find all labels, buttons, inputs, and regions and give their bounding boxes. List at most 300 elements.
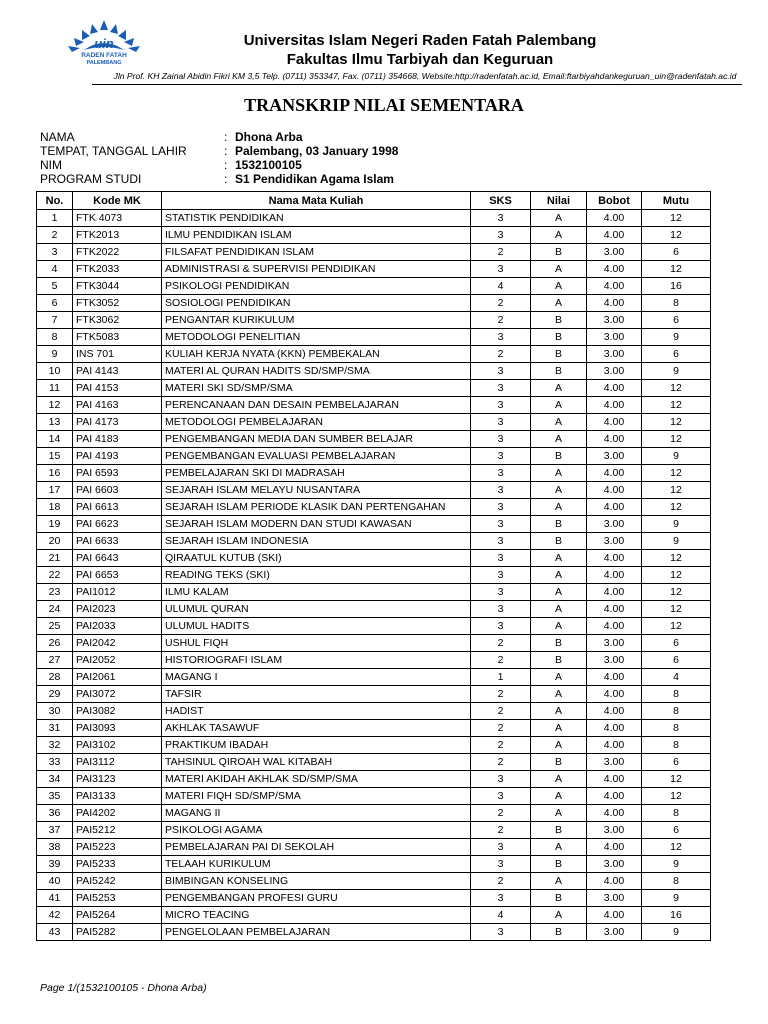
logo-wordmark: uin bbox=[94, 36, 114, 51]
cell-kode: PAI 6603 bbox=[73, 482, 162, 499]
cell-bobot: 3.00 bbox=[587, 312, 642, 329]
cell-mutu: 12 bbox=[642, 380, 711, 397]
cell-nama: ILMU PENDIDIKAN ISLAM bbox=[162, 227, 471, 244]
cell-mutu: 12 bbox=[642, 499, 711, 516]
cell-sks: 3 bbox=[471, 414, 531, 431]
cell-sks: 3 bbox=[471, 499, 531, 516]
cell-no: 40 bbox=[37, 873, 73, 890]
cell-kode: FTK5083 bbox=[73, 329, 162, 346]
page-footer: Page 1/(1532100105 - Dhona Arba) bbox=[40, 982, 207, 994]
cell-nama: PSIKOLOGI AGAMA bbox=[162, 822, 471, 839]
cell-no: 2 bbox=[37, 227, 73, 244]
cell-no: 43 bbox=[37, 924, 73, 941]
cell-mutu: 12 bbox=[642, 601, 711, 618]
cell-nilai: A bbox=[531, 397, 587, 414]
cell-no: 3 bbox=[37, 244, 73, 261]
cell-no: 14 bbox=[37, 431, 73, 448]
cell-kode: PAI5212 bbox=[73, 822, 162, 839]
table-row bbox=[37, 720, 711, 737]
cell-nilai: A bbox=[531, 805, 587, 822]
cell-sks: 3 bbox=[471, 856, 531, 873]
cell-no: 5 bbox=[37, 278, 73, 295]
cell-no: 30 bbox=[37, 703, 73, 720]
cell-kode: PAI 4143 bbox=[73, 363, 162, 380]
cell-nilai: B bbox=[531, 312, 587, 329]
cell-bobot: 3.00 bbox=[587, 890, 642, 907]
cell-nilai: B bbox=[531, 856, 587, 873]
identity-label: TEMPAT, TANGGAL LAHIR bbox=[40, 144, 187, 158]
cell-mutu: 8 bbox=[642, 703, 711, 720]
student-identity bbox=[40, 130, 640, 186]
table-row bbox=[37, 414, 711, 431]
cell-kode: FTK 4073 bbox=[73, 210, 162, 227]
cell-sks: 2 bbox=[471, 822, 531, 839]
cell-sks: 2 bbox=[471, 754, 531, 771]
cell-sks: 4 bbox=[471, 907, 531, 924]
table-row bbox=[37, 482, 711, 499]
table-row bbox=[37, 703, 711, 720]
identity-label: PROGRAM STUDI bbox=[40, 172, 142, 186]
cell-kode: PAI5264 bbox=[73, 907, 162, 924]
table-row bbox=[37, 516, 711, 533]
cell-nilai: A bbox=[531, 414, 587, 431]
cell-no: 38 bbox=[37, 839, 73, 856]
cell-nilai: A bbox=[531, 380, 587, 397]
cell-nilai: B bbox=[531, 346, 587, 363]
cell-no: 29 bbox=[37, 686, 73, 703]
cell-sks: 2 bbox=[471, 805, 531, 822]
cell-mutu: 12 bbox=[642, 618, 711, 635]
cell-kode: PAI 6633 bbox=[73, 533, 162, 550]
cell-bobot: 3.00 bbox=[587, 635, 642, 652]
table-row bbox=[37, 771, 711, 788]
cell-kode: PAI2023 bbox=[73, 601, 162, 618]
cell-nama: ULUMUL QURAN bbox=[162, 601, 471, 618]
cell-kode: FTK2013 bbox=[73, 227, 162, 244]
table-row bbox=[37, 652, 711, 669]
table-row bbox=[37, 788, 711, 805]
identity-label: NAMA bbox=[40, 130, 75, 144]
cell-nama: BIMBINGAN KONSELING bbox=[162, 873, 471, 890]
cell-mutu: 6 bbox=[642, 635, 711, 652]
cell-kode: PAI 6653 bbox=[73, 567, 162, 584]
cell-no: 8 bbox=[37, 329, 73, 346]
cell-bobot: 4.00 bbox=[587, 788, 642, 805]
cell-nama: MATERI AKIDAH AKHLAK SD/SMP/SMA bbox=[162, 771, 471, 788]
cell-bobot: 3.00 bbox=[587, 448, 642, 465]
cell-sks: 2 bbox=[471, 703, 531, 720]
cell-kode: PAI3093 bbox=[73, 720, 162, 737]
column-header-bobot: Bobot bbox=[587, 192, 642, 210]
table-row bbox=[37, 312, 711, 329]
cell-bobot: 3.00 bbox=[587, 346, 642, 363]
cell-nilai: A bbox=[531, 550, 587, 567]
cell-nama: SEJARAH ISLAM PERIODE KLASIK DAN PERTENGAHAN bbox=[162, 499, 471, 516]
grades-table bbox=[36, 191, 711, 941]
cell-sks: 2 bbox=[471, 635, 531, 652]
cell-sks: 3 bbox=[471, 567, 531, 584]
cell-sks: 3 bbox=[471, 448, 531, 465]
cell-nama: HADIST bbox=[162, 703, 471, 720]
cell-no: 17 bbox=[37, 482, 73, 499]
column-header-mutu: Mutu bbox=[642, 192, 711, 210]
cell-nama: MATERI AL QURAN HADITS SD/SMP/SMA bbox=[162, 363, 471, 380]
cell-sks: 2 bbox=[471, 244, 531, 261]
table-row bbox=[37, 584, 711, 601]
cell-no: 12 bbox=[37, 397, 73, 414]
cell-bobot: 3.00 bbox=[587, 652, 642, 669]
cell-kode: PAI 4183 bbox=[73, 431, 162, 448]
table-row bbox=[37, 397, 711, 414]
cell-nilai: B bbox=[531, 448, 587, 465]
cell-nilai: B bbox=[531, 924, 587, 941]
cell-nilai: B bbox=[531, 244, 587, 261]
cell-kode: PAI5282 bbox=[73, 924, 162, 941]
table-row bbox=[37, 839, 711, 856]
cell-nama: PERENCANAAN DAN DESAIN PEMBELAJARAN bbox=[162, 397, 471, 414]
column-header-nilai: Nilai bbox=[531, 192, 587, 210]
table-row bbox=[37, 363, 711, 380]
cell-bobot: 4.00 bbox=[587, 550, 642, 567]
cell-sks: 3 bbox=[471, 482, 531, 499]
cell-nama: ULUMUL HADITS bbox=[162, 618, 471, 635]
cell-sks: 1 bbox=[471, 669, 531, 686]
cell-no: 19 bbox=[37, 516, 73, 533]
cell-mutu: 16 bbox=[642, 278, 711, 295]
cell-no: 22 bbox=[37, 567, 73, 584]
table-row bbox=[37, 346, 711, 363]
cell-nilai: A bbox=[531, 278, 587, 295]
cell-kode: PAI2042 bbox=[73, 635, 162, 652]
cell-nama: QIRAATUL KUTUB (SKI) bbox=[162, 550, 471, 567]
cell-bobot: 4.00 bbox=[587, 686, 642, 703]
cell-nama: STATISTIK PENDIDIKAN bbox=[162, 210, 471, 227]
cell-kode: PAI 6613 bbox=[73, 499, 162, 516]
cell-mutu: 9 bbox=[642, 516, 711, 533]
cell-nilai: B bbox=[531, 754, 587, 771]
cell-no: 28 bbox=[37, 669, 73, 686]
cell-no: 26 bbox=[37, 635, 73, 652]
cell-kode: PAI3082 bbox=[73, 703, 162, 720]
cell-sks: 3 bbox=[471, 550, 531, 567]
cell-mutu: 12 bbox=[642, 397, 711, 414]
cell-bobot: 4.00 bbox=[587, 380, 642, 397]
cell-nilai: A bbox=[531, 227, 587, 244]
cell-sks: 3 bbox=[471, 584, 531, 601]
cell-mutu: 8 bbox=[642, 720, 711, 737]
cell-mutu: 9 bbox=[642, 329, 711, 346]
cell-no: 34 bbox=[37, 771, 73, 788]
cell-sks: 2 bbox=[471, 652, 531, 669]
table-row bbox=[37, 601, 711, 618]
cell-mutu: 12 bbox=[642, 839, 711, 856]
cell-bobot: 3.00 bbox=[587, 363, 642, 380]
table-row bbox=[37, 431, 711, 448]
identity-value: 1532100105 bbox=[235, 158, 302, 172]
cell-no: 41 bbox=[37, 890, 73, 907]
table-row bbox=[37, 669, 711, 686]
cell-no: 33 bbox=[37, 754, 73, 771]
identity-row-name: NAMA : Dhona Arba bbox=[40, 130, 303, 144]
university-name: Universitas Islam Negeri Raden Fatah Palembang bbox=[243, 32, 597, 49]
cell-mutu: 6 bbox=[642, 754, 711, 771]
cell-nama: HISTORIOGRAFI ISLAM bbox=[162, 652, 471, 669]
table-body bbox=[37, 210, 711, 941]
cell-no: 6 bbox=[37, 295, 73, 312]
cell-bobot: 4.00 bbox=[587, 227, 642, 244]
cell-bobot: 4.00 bbox=[587, 720, 642, 737]
cell-nama: SEJARAH ISLAM MODERN DAN STUDI KAWASAN bbox=[162, 516, 471, 533]
identity-value: Palembang, 03 January 1998 bbox=[235, 144, 399, 158]
cell-bobot: 4.00 bbox=[587, 499, 642, 516]
cell-sks: 2 bbox=[471, 346, 531, 363]
cell-nilai: A bbox=[531, 703, 587, 720]
table-row bbox=[37, 805, 711, 822]
cell-nama: METODOLOGI PENELITIAN bbox=[162, 329, 471, 346]
table-row bbox=[37, 635, 711, 652]
cell-mutu: 8 bbox=[642, 686, 711, 703]
cell-no: 39 bbox=[37, 856, 73, 873]
cell-nama: TAFSIR bbox=[162, 686, 471, 703]
cell-kode: PAI3112 bbox=[73, 754, 162, 771]
faculty-name: Fakultas Ilmu Tarbiyah dan Keguruan bbox=[286, 51, 554, 68]
cell-sks: 2 bbox=[471, 720, 531, 737]
cell-bobot: 4.00 bbox=[587, 261, 642, 278]
cell-nilai: A bbox=[531, 771, 587, 788]
cell-kode: PAI2033 bbox=[73, 618, 162, 635]
cell-nama: MAGANG I bbox=[162, 669, 471, 686]
cell-nama: MATERI SKI SD/SMP/SMA bbox=[162, 380, 471, 397]
table-row bbox=[37, 856, 711, 873]
cell-bobot: 3.00 bbox=[587, 924, 642, 941]
cell-mutu: 6 bbox=[642, 244, 711, 261]
table-row bbox=[37, 873, 711, 890]
table-row bbox=[37, 550, 711, 567]
cell-nilai: A bbox=[531, 567, 587, 584]
cell-sks: 3 bbox=[471, 839, 531, 856]
cell-kode: PAI5223 bbox=[73, 839, 162, 856]
cell-nilai: B bbox=[531, 822, 587, 839]
table-row bbox=[37, 924, 711, 941]
cell-mutu: 9 bbox=[642, 924, 711, 941]
cell-nilai: A bbox=[531, 295, 587, 312]
cell-nilai: A bbox=[531, 601, 587, 618]
cell-nama: SEJARAH ISLAM MELAYU NUSANTARA bbox=[162, 482, 471, 499]
table-row bbox=[37, 618, 711, 635]
column-header-nama: Nama Mata Kuliah bbox=[162, 192, 471, 210]
column-header-no: No. bbox=[37, 192, 73, 210]
cell-sks: 3 bbox=[471, 924, 531, 941]
cell-no: 4 bbox=[37, 261, 73, 278]
cell-kode: FTK3052 bbox=[73, 295, 162, 312]
cell-mutu: 9 bbox=[642, 890, 711, 907]
cell-kode: PAI4202 bbox=[73, 805, 162, 822]
cell-mutu: 6 bbox=[642, 822, 711, 839]
cell-no: 36 bbox=[37, 805, 73, 822]
cell-nama: PENGANTAR KURIKULUM bbox=[162, 312, 471, 329]
cell-mutu: 9 bbox=[642, 533, 711, 550]
cell-nama: PSIKOLOGI PENDIDIKAN bbox=[162, 278, 471, 295]
cell-nilai: A bbox=[531, 618, 587, 635]
cell-sks: 3 bbox=[471, 890, 531, 907]
cell-nama: SOSIOLOGI PENDIDIKAN bbox=[162, 295, 471, 312]
cell-nama: TAHSINUL QIROAH WAL KITABAH bbox=[162, 754, 471, 771]
cell-kode: PAI 6623 bbox=[73, 516, 162, 533]
cell-bobot: 4.00 bbox=[587, 737, 642, 754]
cell-bobot: 3.00 bbox=[587, 329, 642, 346]
cell-mutu: 12 bbox=[642, 788, 711, 805]
cell-no: 35 bbox=[37, 788, 73, 805]
cell-sks: 3 bbox=[471, 618, 531, 635]
cell-sks: 2 bbox=[471, 873, 531, 890]
table-row bbox=[37, 567, 711, 584]
cell-sks: 3 bbox=[471, 397, 531, 414]
cell-bobot: 4.00 bbox=[587, 584, 642, 601]
cell-nilai: A bbox=[531, 499, 587, 516]
cell-kode: PAI5242 bbox=[73, 873, 162, 890]
cell-mutu: 12 bbox=[642, 584, 711, 601]
cell-no: 21 bbox=[37, 550, 73, 567]
table-row bbox=[37, 686, 711, 703]
cell-sks: 3 bbox=[471, 788, 531, 805]
cell-nilai: B bbox=[531, 516, 587, 533]
table-row bbox=[37, 737, 711, 754]
cell-kode: PAI3072 bbox=[73, 686, 162, 703]
cell-nama: MATERI FIQH SD/SMP/SMA bbox=[162, 788, 471, 805]
cell-mutu: 9 bbox=[642, 856, 711, 873]
cell-bobot: 3.00 bbox=[587, 533, 642, 550]
address-line: Jln Prof. KH Zainal Abidin Fikri KM 3,5 Telp. (0711) 353347, Fax. (0711) 354668, Website:http://radenfatah.ac.id, Email:ftarbiyahdankeguruan_uin@radenfatah.ac.id bbox=[113, 71, 737, 81]
cell-no: 25 bbox=[37, 618, 73, 635]
cell-bobot: 4.00 bbox=[587, 669, 642, 686]
cell-sks: 3 bbox=[471, 227, 531, 244]
cell-mutu: 9 bbox=[642, 363, 711, 380]
cell-sks: 3 bbox=[471, 771, 531, 788]
cell-kode: PAI2052 bbox=[73, 652, 162, 669]
cell-mutu: 12 bbox=[642, 431, 711, 448]
cell-sks: 4 bbox=[471, 278, 531, 295]
identity-row-birth: TEMPAT, TANGGAL LAHIR : Palembang, 03 January 1998 bbox=[40, 144, 399, 158]
cell-sks: 3 bbox=[471, 533, 531, 550]
cell-kode: PAI3123 bbox=[73, 771, 162, 788]
cell-nama: ADMINISTRASI & SUPERVISI PENDIDIKAN bbox=[162, 261, 471, 278]
cell-kode: PAI2061 bbox=[73, 669, 162, 686]
cell-bobot: 4.00 bbox=[587, 805, 642, 822]
cell-mutu: 8 bbox=[642, 295, 711, 312]
cell-bobot: 4.00 bbox=[587, 618, 642, 635]
cell-nilai: A bbox=[531, 431, 587, 448]
cell-sks: 3 bbox=[471, 516, 531, 533]
table-row bbox=[37, 227, 711, 244]
identity-value: S1 Pendidikan Agama Islam bbox=[235, 172, 394, 186]
cell-kode: PAI 4163 bbox=[73, 397, 162, 414]
cell-nilai: A bbox=[531, 261, 587, 278]
table-row bbox=[37, 210, 711, 227]
identity-value: Dhona Arba bbox=[235, 130, 303, 144]
cell-nilai: A bbox=[531, 669, 587, 686]
cell-nama: METODOLOGI PEMBELAJARAN bbox=[162, 414, 471, 431]
cell-nama: ILMU KALAM bbox=[162, 584, 471, 601]
cell-nama: MAGANG II bbox=[162, 805, 471, 822]
cell-mutu: 8 bbox=[642, 805, 711, 822]
cell-no: 9 bbox=[37, 346, 73, 363]
cell-no: 15 bbox=[37, 448, 73, 465]
cell-sks: 3 bbox=[471, 329, 531, 346]
cell-nama: PENGEMBANGAN PROFESI GURU bbox=[162, 890, 471, 907]
column-header-sks: SKS bbox=[471, 192, 531, 210]
cell-nama: AKHLAK TASAWUF bbox=[162, 720, 471, 737]
letterhead bbox=[0, 0, 768, 92]
cell-mutu: 12 bbox=[642, 414, 711, 431]
cell-no: 37 bbox=[37, 822, 73, 839]
cell-no: 7 bbox=[37, 312, 73, 329]
cell-mutu: 12 bbox=[642, 261, 711, 278]
cell-bobot: 4.00 bbox=[587, 839, 642, 856]
cell-nilai: A bbox=[531, 873, 587, 890]
cell-sks: 3 bbox=[471, 601, 531, 618]
cell-nama: SEJARAH ISLAM INDONESIA bbox=[162, 533, 471, 550]
cell-sks: 3 bbox=[471, 465, 531, 482]
cell-mutu: 16 bbox=[642, 907, 711, 924]
cell-kode: PAI5253 bbox=[73, 890, 162, 907]
cell-sks: 2 bbox=[471, 295, 531, 312]
cell-nilai: A bbox=[531, 907, 587, 924]
cell-mutu: 12 bbox=[642, 210, 711, 227]
cell-no: 42 bbox=[37, 907, 73, 924]
cell-bobot: 4.00 bbox=[587, 465, 642, 482]
table-row bbox=[37, 278, 711, 295]
table-row bbox=[37, 822, 711, 839]
cell-nilai: B bbox=[531, 363, 587, 380]
cell-nama: PEMBELAJARAN PAI DI SEKOLAH bbox=[162, 839, 471, 856]
cell-mutu: 6 bbox=[642, 652, 711, 669]
cell-kode: FTK2022 bbox=[73, 244, 162, 261]
cell-no: 27 bbox=[37, 652, 73, 669]
cell-no: 31 bbox=[37, 720, 73, 737]
column-header-kode: Kode MK bbox=[73, 192, 162, 210]
cell-nama: PENGEMBANGAN EVALUASI PEMBELAJARAN bbox=[162, 448, 471, 465]
cell-mutu: 8 bbox=[642, 737, 711, 754]
cell-sks: 2 bbox=[471, 737, 531, 754]
cell-nilai: B bbox=[531, 635, 587, 652]
cell-kode: PAI 6593 bbox=[73, 465, 162, 482]
cell-sks: 3 bbox=[471, 363, 531, 380]
cell-nama: KULIAH KERJA NYATA (KKN) PEMBEKALAN bbox=[162, 346, 471, 363]
table-row bbox=[37, 890, 711, 907]
cell-kode: FTK2033 bbox=[73, 261, 162, 278]
table-row bbox=[37, 295, 711, 312]
cell-mutu: 6 bbox=[642, 346, 711, 363]
cell-kode: PAI 6643 bbox=[73, 550, 162, 567]
cell-bobot: 4.00 bbox=[587, 431, 642, 448]
cell-mutu: 9 bbox=[642, 448, 711, 465]
cell-mutu: 12 bbox=[642, 465, 711, 482]
cell-sks: 3 bbox=[471, 380, 531, 397]
cell-bobot: 3.00 bbox=[587, 516, 642, 533]
cell-bobot: 3.00 bbox=[587, 244, 642, 261]
identity-label: NIM bbox=[40, 158, 62, 172]
cell-mutu: 8 bbox=[642, 873, 711, 890]
cell-nilai: A bbox=[531, 686, 587, 703]
cell-bobot: 4.00 bbox=[587, 601, 642, 618]
table-row bbox=[37, 499, 711, 516]
cell-bobot: 4.00 bbox=[587, 482, 642, 499]
table-row bbox=[37, 533, 711, 550]
cell-nama: PENGELOLAAN PEMBELAJARAN bbox=[162, 924, 471, 941]
cell-nilai: A bbox=[531, 737, 587, 754]
cell-kode: PAI3102 bbox=[73, 737, 162, 754]
cell-nilai: B bbox=[531, 329, 587, 346]
